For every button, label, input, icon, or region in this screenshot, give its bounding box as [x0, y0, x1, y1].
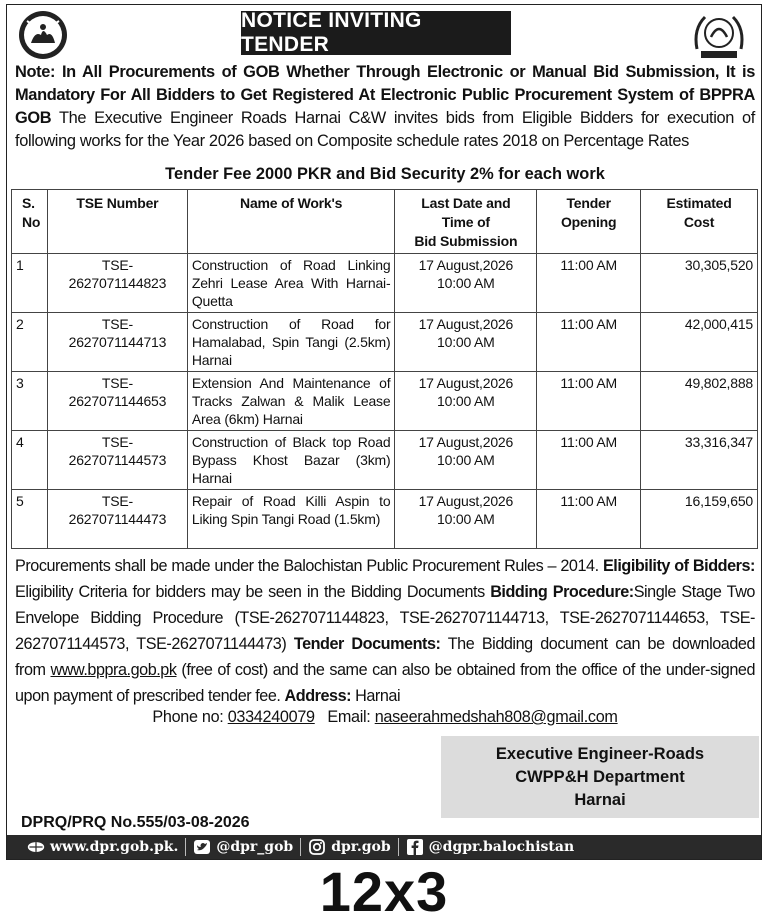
row-opening-time: 11:00 AM — [537, 372, 641, 431]
row-submission-date: 17 August,2026 10:00 AM — [395, 490, 537, 549]
procurement-details — [15, 553, 755, 709]
row-tse-number: TSE- 2627071144653 — [47, 372, 187, 431]
header-tse-number: TSE Number — [47, 190, 187, 254]
table-header-row — [12, 190, 758, 254]
footer-social-bar — [7, 835, 761, 859]
table-row — [12, 313, 758, 372]
footer-twitter[interactable]: @dpr_gob — [193, 839, 293, 855]
header-name-of-work: Name of Work's — [187, 190, 395, 254]
phone-number[interactable]: 0334240079 — [227, 708, 315, 726]
row-work-name: Construction of Road for Hamalabad, Spin Tangi (2.5km) Harnai — [187, 313, 395, 372]
row-work-name: Construction of Road Linking Zehri Lease Area With Harnai-Quetta — [187, 254, 395, 313]
row-submission-date: 17 August,2026 10:00 AM — [395, 254, 537, 313]
notice-title: NOTICE INVITING TENDER — [241, 11, 511, 55]
contact-line — [15, 708, 755, 727]
eligibility-label: Eligibility of Bidders: — [602, 557, 755, 575]
header-sno: S. No — [12, 190, 48, 254]
row-estimated-cost: 33,316,347 — [641, 431, 758, 490]
procurement-rules-text: Procurements shall be made under the Balochistan Public Procurement Rules – 2014. — [15, 557, 603, 575]
facebook-icon — [406, 839, 424, 855]
table-row — [12, 254, 758, 313]
footer-separator — [398, 838, 399, 856]
row-tse-number: TSE- 2627071144473 — [47, 490, 187, 549]
row-number: 4 — [12, 431, 48, 490]
row-submission-date: 17 August,2026 10:00 AM — [395, 431, 537, 490]
balochistan-emblem-icon — [17, 9, 69, 61]
row-opening-time: 11:00 AM — [537, 254, 641, 313]
globe-icon — [27, 839, 45, 855]
row-estimated-cost: 30,305,520 — [641, 254, 758, 313]
row-number: 2 — [12, 313, 48, 372]
row-opening-time: 11:00 AM — [537, 490, 641, 549]
footer-separator — [185, 838, 186, 856]
email-address[interactable]: naseerahmedshah808@gmail.com — [374, 708, 618, 726]
bidding-procedure-label: Bidding Procedure: — [490, 583, 634, 601]
footer-facebook[interactable]: @dgpr.balochistan — [406, 839, 574, 855]
email-label: Email: — [327, 708, 375, 726]
twitter-icon — [193, 839, 211, 855]
signatory-location: Harnai — [574, 791, 626, 809]
tender-documents-label: Tender Documents: — [293, 635, 441, 653]
row-estimated-cost: 49,802,888 — [641, 372, 758, 431]
row-submission-date: 17 August,2026 10:00 AM — [395, 372, 537, 431]
row-work-name: Repair of Road Killi Aspin to Liking Spin Tangi Road (1.5km) — [187, 490, 395, 549]
header-estimated-cost: Estimated Cost — [641, 190, 758, 254]
instagram-icon — [308, 839, 326, 855]
signature-block — [441, 736, 759, 818]
footer-instagram[interactable]: dpr.gob — [308, 839, 390, 855]
dprq-number: DPRQ/PRQ No.555/03-08-2026 — [21, 814, 250, 831]
phone-label: Phone no: — [152, 708, 228, 726]
table-row — [12, 431, 758, 490]
address-label: Address: — [284, 687, 352, 705]
ad-size-label: 12x3 — [319, 860, 449, 923]
row-submission-date: 17 August,2026 10:00 AM — [395, 313, 537, 372]
footer-separator — [300, 838, 301, 856]
row-number: 1 — [12, 254, 48, 313]
row-estimated-cost: 16,159,650 — [641, 490, 758, 549]
row-number: 5 — [12, 490, 48, 549]
table-row — [12, 372, 758, 431]
signatory-title: Executive Engineer-Roads — [495, 745, 705, 763]
tender-fee-line: Tender Fee 2000 PKR and Bid Security 2% for each work — [165, 165, 605, 183]
bppra-link[interactable]: www.bppra.gob.pk — [50, 661, 177, 679]
row-estimated-cost: 42,000,415 — [641, 313, 758, 372]
bidding-procedure-text: Single Stage Two Envelope Bidding Procedure (TSE-2627071144823, TSE-2627071144713, TSE-2627071144653, TSE-2627071144573, TSE-2627071144473) — [15, 583, 755, 653]
intro-text: The Executive Engineer Roads Harnai C&W invites bids from Eligible Bidders for execution of following works for the Year 2026 based on Composite schedule rates 2018 on Percentage Rates — [15, 109, 755, 150]
dgpr-emblem-icon — [691, 9, 747, 63]
row-opening-time: 11:00 AM — [537, 431, 641, 490]
header-tender-opening: Tender Opening — [537, 190, 641, 254]
footer-web[interactable]: www.dpr.gob.pk. — [27, 839, 178, 855]
intro-paragraph — [15, 61, 755, 153]
row-tse-number: TSE- 2627071144823 — [47, 254, 187, 313]
signatory-department: CWPP&H Department — [515, 768, 685, 786]
tender-notice — [6, 4, 762, 860]
row-tse-number: TSE- 2627071144713 — [47, 313, 187, 372]
tender-documents-text-after: (free of cost) and the same can also be obtained from the office of the under-signed upon payment of prescribed tender fee. — [15, 661, 755, 705]
address-text: Harnai — [351, 687, 401, 705]
row-tse-number: TSE- 2627071144573 — [47, 431, 187, 490]
table-row — [12, 490, 758, 549]
row-work-name: Construction of Black top Road Bypass Khost Bazar (3km) Harnai — [187, 431, 395, 490]
tender-documents-text: The Bidding document can be downloaded from — [15, 635, 755, 679]
eligibility-text: Eligibility Criteria for bidders may be seen in the Bidding Documents — [15, 583, 491, 601]
procurement-note: Note: In All Procurements of GOB Whether Through Electronic or Manual Bid Submission, It is Mandatory For All Bidders to Get Registered At Electronic Public Procurement System of BPPRA GOB — [15, 63, 755, 127]
header-last-date: Last Date and Time of Bid Submission — [395, 190, 537, 254]
tender-table — [11, 189, 758, 549]
row-work-name: Extension And Maintenance of Tracks Zalwan & Malik Lease Area (6km) Harnai — [187, 372, 395, 431]
row-number: 3 — [12, 372, 48, 431]
row-opening-time: 11:00 AM — [537, 313, 641, 372]
